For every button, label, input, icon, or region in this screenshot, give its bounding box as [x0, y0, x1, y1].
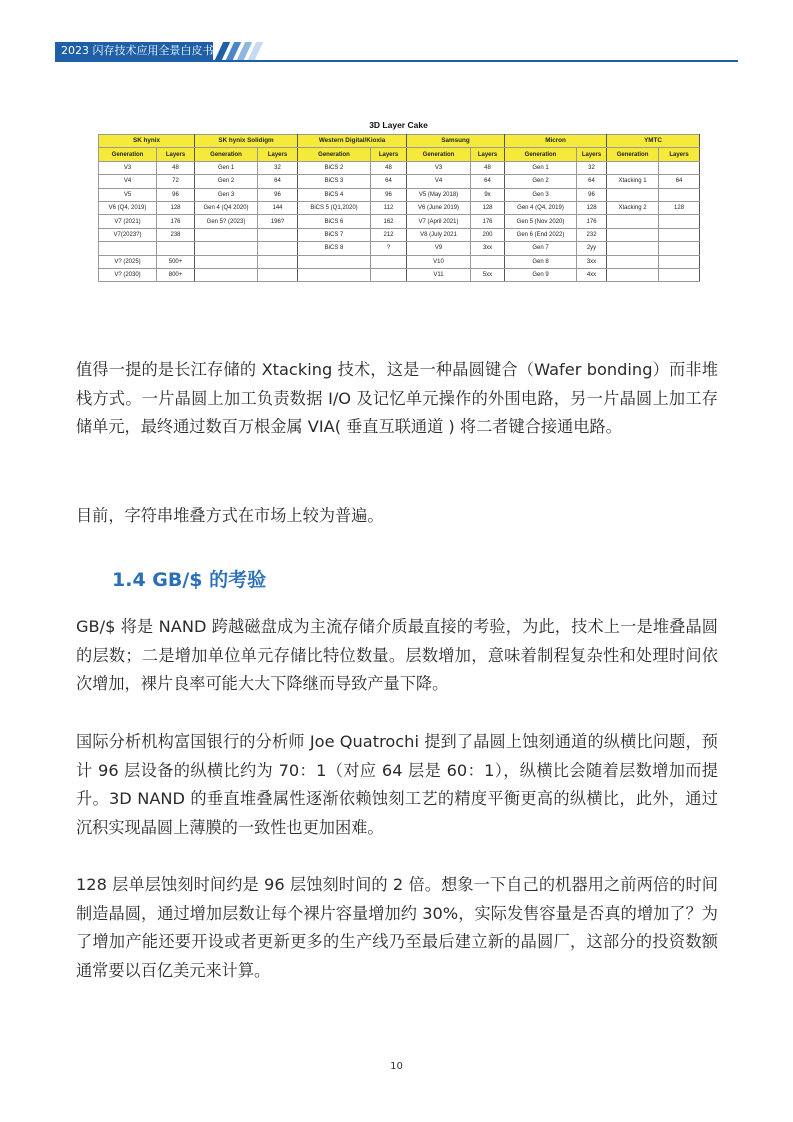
section-heading: 1.4 GB/$ 的考验 [112, 569, 267, 591]
vendor-header-cell: SK hynix [99, 135, 195, 148]
table-cell: V? (2030) [99, 268, 157, 281]
column-header-cell: Layers [258, 148, 298, 161]
table-cell: 800+ [157, 268, 195, 281]
table-cell [258, 268, 298, 281]
table-cell: V6 (June 2019) [407, 201, 471, 214]
table-cell: 64 [371, 175, 407, 188]
table-cell: 4xx [577, 268, 607, 281]
table-cell: Gen 9 [505, 268, 577, 281]
table-cell: 3xx [577, 255, 607, 268]
page-header [55, 42, 255, 60]
table-cell: 2yy [577, 242, 607, 255]
table-cell [607, 268, 659, 281]
table-cell: 212 [371, 228, 407, 241]
vendor-header-cell: Western Digital/Kioxia [298, 135, 407, 148]
table-cell: Gen 1 [505, 161, 577, 174]
table-cell: Gen 2 [195, 175, 258, 188]
table-cell [659, 188, 700, 201]
table-cell: V10 [407, 255, 471, 268]
paragraph-etching-time: 128 层单层蚀刻时间约是 96 层蚀刻时间的 2 倍。想象一下自己的机器用之前两倍的时间制造晶圆，通过增加层数让每个裸片容量增加约 30%，实际发售容量是否真的增加了？为了增加产能还要开设或者更新更多的生产线乃至最后建立新的晶圆厂，这部分的投资数额通常要以百亿美元来计算。 [76, 875, 718, 980]
table-cell: 96 [258, 188, 298, 201]
table-cell: V4 [99, 175, 157, 188]
table-cell: V3 [99, 161, 157, 174]
table-cell: 96 [371, 188, 407, 201]
table-cell: 5xx [471, 268, 505, 281]
table-cell: Gen 6 (End 2022) [505, 228, 577, 241]
paragraph-gb-per-dollar: GB/$ 将是 NAND 跨越磁盘成为主流存储介质最直接的考验，为此，技术上一是堆叠晶圆的层数；二是增加单位单元存储比特位数量。层数增加，意味着制程复杂性和处理时间依次增加，裸片良率可能大大下降继而导致产量下降。 [76, 617, 718, 693]
table-cell: 128 [659, 201, 700, 214]
table-cell: 500+ [157, 255, 195, 268]
column-header-cell: Generation [195, 148, 258, 161]
table-cell [195, 255, 258, 268]
column-header-cell: Layers [659, 148, 700, 161]
table-cell [371, 268, 407, 281]
column-header-cell: Layers [577, 148, 607, 161]
table-cell: Gen 2 [505, 175, 577, 188]
column-header-cell: Generation [407, 148, 471, 161]
table-cell: V6 (Q4, 2019) [99, 201, 157, 214]
column-header-row [99, 148, 700, 161]
vendor-header-cell: SK hynix Solidigm [195, 135, 298, 148]
table-cell: 200 [471, 228, 505, 241]
table-cell: 176 [157, 215, 195, 228]
table-cell: V5 [99, 188, 157, 201]
table-cell: Gen 3 [505, 188, 577, 201]
table-cell: Gen 1 [195, 161, 258, 174]
table-title: 3D Layer Cake [369, 120, 428, 130]
table-cell: 176 [577, 215, 607, 228]
table-cell: 238 [157, 228, 195, 241]
table-cell [195, 242, 258, 255]
table-cell: 3xx [471, 242, 505, 255]
table-cell: V? (2025) [99, 255, 157, 268]
table-cell: BiCS 6 [298, 215, 371, 228]
table-cell [607, 255, 659, 268]
table-cell: 32 [577, 161, 607, 174]
column-header-cell: Generation [99, 148, 157, 161]
table-cell [659, 242, 700, 255]
table-cell: 232 [577, 228, 607, 241]
table-cell: V8 (July 2021 [407, 228, 471, 241]
table-cell: BiCS 3 [298, 175, 371, 188]
vendor-header-cell: YMTC [607, 135, 700, 148]
column-header-cell: Layers [471, 148, 505, 161]
table-cell: 64 [471, 175, 505, 188]
table-cell: Gen 8 [505, 255, 577, 268]
table-cell [258, 242, 298, 255]
table-cell: V7 (2021) [99, 215, 157, 228]
table-cell: 9x [471, 188, 505, 201]
table-cell: 128 [157, 201, 195, 214]
table-cell: Gen 5 (Nov 2020) [505, 215, 577, 228]
table-cell [607, 228, 659, 241]
paragraph-aspect-ratio: 国际分析机构富国银行的分析师 Joe Quatrochi 提到了晶圆上蚀刻通道的纵横比问题，预计 96 层设备的纵横比约为 70：1（对应 64 层是 60：1），纵横比会随着层数增加而提升。3D NAND 的垂直堆叠属性逐渐依赖蚀刻工艺的精度平衡更高的纵横比，此外，通过沉积实现晶圆上薄膜的一致性也更加困难。 [76, 732, 718, 837]
table-cell: BiCS 5 (Q1,2020) [298, 201, 371, 214]
table-cell: Gen 5? (2023) [195, 215, 258, 228]
table-cell: V9 [407, 242, 471, 255]
table-cell [659, 268, 700, 281]
table-cell: 48 [371, 161, 407, 174]
table-cell: 48 [471, 161, 505, 174]
table-cell [99, 242, 157, 255]
table-cell [371, 255, 407, 268]
table-cell: V7 (April 2021) [407, 215, 471, 228]
table-cell: 96 [577, 188, 607, 201]
table-cell: 64 [659, 175, 700, 188]
table-cell [258, 228, 298, 241]
table-cell [659, 255, 700, 268]
table-cell: 128 [471, 201, 505, 214]
table-cell: V3 [407, 161, 471, 174]
table-cell: 96 [157, 188, 195, 201]
vendor-header-cell: Micron [505, 135, 607, 148]
paragraph-xtacking: 值得一提的是长江存储的 Xtacking 技术，这是一种晶圆键合（Wafer bonding）而非堆栈方式。一片晶圆上加工负责数据 I/O 及记忆单元操作的外围电路，另一片晶圆上加工存储单元，最终通过数百万根金属 VIA( 垂直互联通道 ) 将二者键合接通电路。 [76, 360, 718, 436]
table-cell: Xtacking 2 [607, 201, 659, 214]
table-row [99, 255, 700, 268]
table-row [99, 161, 700, 174]
table-cell: 196? [258, 215, 298, 228]
header-rule [55, 60, 738, 62]
table-cell: 128 [577, 201, 607, 214]
table-cell: V7(2023?) [99, 228, 157, 241]
table-cell: ? [371, 242, 407, 255]
column-header-cell: Layers [157, 148, 195, 161]
table-cell: 144 [258, 201, 298, 214]
table-cell: BiCS 7 [298, 228, 371, 241]
table-cell [298, 268, 371, 281]
table-cell [258, 255, 298, 268]
column-header-cell: Generation [607, 148, 659, 161]
table-cell [659, 215, 700, 228]
header-title: 2023 闪存技术应用全景白皮书 [55, 42, 213, 60]
table-cell: Gen 4 (Q4, 2019) [505, 201, 577, 214]
table-cell [607, 161, 659, 174]
table-row [99, 201, 700, 214]
page-number: 10 [390, 1061, 403, 1072]
table-cell: V11 [407, 268, 471, 281]
table-row [99, 188, 700, 201]
table-cell [607, 188, 659, 201]
vendor-header-cell: Samsung [407, 135, 505, 148]
table-cell: 64 [577, 175, 607, 188]
table-cell [195, 228, 258, 241]
layer-cake-table [98, 134, 700, 282]
table-cell: 32 [258, 161, 298, 174]
table-cell: 162 [371, 215, 407, 228]
vendor-header-row [99, 135, 700, 148]
layer-cake-table-figure [98, 118, 699, 300]
paragraph-string-stacking: 目前，字符串堆叠方式在市场上较为普遍。 [76, 506, 384, 525]
table-cell: V4 [407, 175, 471, 188]
table-cell [298, 255, 371, 268]
table-cell [659, 228, 700, 241]
table-cell: 64 [258, 175, 298, 188]
table-row [99, 228, 700, 241]
table-cell: 112 [371, 201, 407, 214]
table-cell: Gen 4 (Q4 2020) [195, 201, 258, 214]
table-row [99, 242, 700, 255]
table-row [99, 175, 700, 188]
table-cell [195, 268, 258, 281]
table-cell: BiCS 8 [298, 242, 371, 255]
column-header-cell: Generation [505, 148, 577, 161]
table-cell [471, 255, 505, 268]
table-cell [607, 242, 659, 255]
column-header-cell: Generation [298, 148, 371, 161]
table-row [99, 268, 700, 281]
table-cell [157, 242, 195, 255]
table-cell: 48 [157, 161, 195, 174]
table-cell: V5 (May 2018) [407, 188, 471, 201]
table-cell: Gen 7 [505, 242, 577, 255]
table-row [99, 215, 700, 228]
column-header-cell: Layers [371, 148, 407, 161]
table-cell: 72 [157, 175, 195, 188]
table-cell: Xtacking 1 [607, 175, 659, 188]
table-cell [659, 161, 700, 174]
table-cell: BiCS 4 [298, 188, 371, 201]
table-cell: 176 [471, 215, 505, 228]
table-cell [607, 215, 659, 228]
table-cell: Gen 3 [195, 188, 258, 201]
table-cell: BiCS 2 [298, 161, 371, 174]
